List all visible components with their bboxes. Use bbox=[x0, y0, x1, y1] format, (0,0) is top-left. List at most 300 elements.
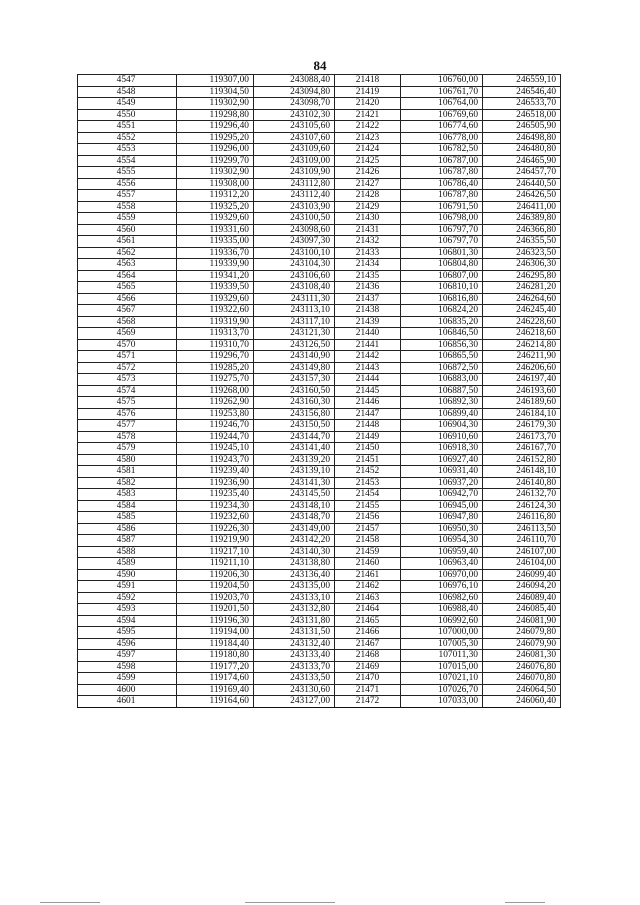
table-cell-x1: 119335,00 bbox=[177, 236, 254, 248]
table-row bbox=[78, 132, 561, 144]
table-row bbox=[78, 443, 561, 455]
table-cell-point: 4574 bbox=[78, 385, 177, 397]
table-cell-point2: 21425 bbox=[335, 155, 401, 167]
table-cell-point: 4567 bbox=[78, 305, 177, 317]
table-cell-x1: 119164,60 bbox=[177, 696, 254, 708]
table-row bbox=[78, 431, 561, 443]
table-cell-x2: 106810,10 bbox=[401, 282, 483, 294]
table-cell-point: 4599 bbox=[78, 673, 177, 685]
table-cell-point: 4565 bbox=[78, 282, 177, 294]
table-cell-y2: 246440,50 bbox=[483, 178, 561, 190]
table-cell-y2: 246193,60 bbox=[483, 385, 561, 397]
table-row bbox=[78, 615, 561, 627]
table-cell-x2: 106959,40 bbox=[401, 546, 483, 558]
table-cell-x1: 119236,90 bbox=[177, 477, 254, 489]
table-cell-x2: 106769,60 bbox=[401, 109, 483, 121]
table-cell-x2: 106887,50 bbox=[401, 385, 483, 397]
table-cell-x2: 106856,30 bbox=[401, 339, 483, 351]
table-cell-x2: 106976,10 bbox=[401, 581, 483, 593]
table-cell-point: 4583 bbox=[78, 489, 177, 501]
table-row bbox=[78, 477, 561, 489]
table-cell-x1: 119302,90 bbox=[177, 98, 254, 110]
table-cell-x2: 106804,80 bbox=[401, 259, 483, 271]
table-cell-point2: 21452 bbox=[335, 466, 401, 478]
table-row bbox=[78, 121, 561, 133]
table-cell-x2: 106992,60 bbox=[401, 615, 483, 627]
table-cell-y1: 243138,80 bbox=[254, 558, 335, 570]
table-cell-x1: 119245,10 bbox=[177, 443, 254, 455]
table-cell-point: 4559 bbox=[78, 213, 177, 225]
table-cell-y2: 246085,40 bbox=[483, 604, 561, 616]
table-cell-y2: 246089,40 bbox=[483, 592, 561, 604]
table-cell-x2: 106954,30 bbox=[401, 535, 483, 547]
table-row bbox=[78, 98, 561, 110]
table-cell-point: 4587 bbox=[78, 535, 177, 547]
table-cell-y1: 243098,60 bbox=[254, 224, 335, 236]
table-cell-x1: 119177,20 bbox=[177, 661, 254, 673]
table-cell-x1: 119226,30 bbox=[177, 523, 254, 535]
table-cell-y2: 246505,90 bbox=[483, 121, 561, 133]
table-cell-point: 4591 bbox=[78, 581, 177, 593]
table-cell-y2: 246197,40 bbox=[483, 374, 561, 386]
table-cell-y2: 246124,30 bbox=[483, 500, 561, 512]
table-cell-y1: 243141,40 bbox=[254, 443, 335, 455]
table-cell-point: 4551 bbox=[78, 121, 177, 133]
table-cell-y1: 243140,30 bbox=[254, 546, 335, 558]
table-cell-point: 4592 bbox=[78, 592, 177, 604]
table-cell-y2: 246060,40 bbox=[483, 696, 561, 708]
table-cell-y2: 246281,20 bbox=[483, 282, 561, 294]
table-cell-x2: 106963,40 bbox=[401, 558, 483, 570]
table-cell-point2: 21441 bbox=[335, 339, 401, 351]
table-cell-y1: 243097,30 bbox=[254, 236, 335, 248]
table-cell-y1: 243100,50 bbox=[254, 213, 335, 225]
table-cell-y1: 243117,10 bbox=[254, 316, 335, 328]
table-cell-x1: 119206,30 bbox=[177, 569, 254, 581]
table-cell-x1: 119194,00 bbox=[177, 627, 254, 639]
table-cell-x2: 106865,50 bbox=[401, 351, 483, 363]
table-cell-y1: 243105,60 bbox=[254, 121, 335, 133]
table-cell-x2: 106824,20 bbox=[401, 305, 483, 317]
table-cell-point2: 21468 bbox=[335, 650, 401, 662]
table-row bbox=[78, 109, 561, 121]
table-cell-x1: 119219,90 bbox=[177, 535, 254, 547]
table-cell-x2: 107011,30 bbox=[401, 650, 483, 662]
table-cell-y1: 243133,40 bbox=[254, 650, 335, 662]
table-cell-x1: 119234,30 bbox=[177, 500, 254, 512]
table-cell-x1: 119184,40 bbox=[177, 638, 254, 650]
table-cell-point2: 21450 bbox=[335, 443, 401, 455]
table-cell-point2: 21426 bbox=[335, 167, 401, 179]
table-cell-y2: 246152,80 bbox=[483, 454, 561, 466]
table-cell-x2: 107000,00 bbox=[401, 627, 483, 639]
table-cell-x2: 106982,60 bbox=[401, 592, 483, 604]
table-cell-point: 4600 bbox=[78, 684, 177, 696]
table-cell-y2: 246214,80 bbox=[483, 339, 561, 351]
table-cell-x2: 106892,30 bbox=[401, 397, 483, 409]
table-cell-point2: 21421 bbox=[335, 109, 401, 121]
page-number: 84 bbox=[313, 58, 327, 73]
table-row bbox=[78, 661, 561, 673]
table-cell-point2: 21423 bbox=[335, 132, 401, 144]
table-cell-point2: 21448 bbox=[335, 420, 401, 432]
table-cell-point2: 21466 bbox=[335, 627, 401, 639]
table-cell-x2: 106774,60 bbox=[401, 121, 483, 133]
table-cell-x1: 119299,70 bbox=[177, 155, 254, 167]
table-cell-point2: 21460 bbox=[335, 558, 401, 570]
table-cell-x1: 119180,80 bbox=[177, 650, 254, 662]
table-cell-x1: 119296,70 bbox=[177, 351, 254, 363]
table-cell-y1: 243109,90 bbox=[254, 167, 335, 179]
table-cell-x2: 106787,00 bbox=[401, 155, 483, 167]
table-row bbox=[78, 167, 561, 179]
table-cell-x1: 119211,10 bbox=[177, 558, 254, 570]
table-cell-point: 4570 bbox=[78, 339, 177, 351]
table-cell-point: 4595 bbox=[78, 627, 177, 639]
table-cell-point2: 21457 bbox=[335, 523, 401, 535]
table-cell-x2: 106950,30 bbox=[401, 523, 483, 535]
table-cell-point: 4561 bbox=[78, 236, 177, 248]
table-cell-point2: 21445 bbox=[335, 385, 401, 397]
table-cell-y1: 243139,20 bbox=[254, 454, 335, 466]
table-cell-point2: 21443 bbox=[335, 362, 401, 374]
table-cell-point2: 21434 bbox=[335, 259, 401, 271]
table-cell-point: 4555 bbox=[78, 167, 177, 179]
table-cell-x2: 106918,30 bbox=[401, 443, 483, 455]
table-cell-y2: 246094,20 bbox=[483, 581, 561, 593]
table-cell-y2: 246140,80 bbox=[483, 477, 561, 489]
table-cell-x2: 106947,80 bbox=[401, 512, 483, 524]
table-cell-point2: 21428 bbox=[335, 190, 401, 202]
table-cell-x1: 119339,90 bbox=[177, 259, 254, 271]
table-row bbox=[78, 316, 561, 328]
table-cell-point: 4557 bbox=[78, 190, 177, 202]
scan-footer-marks bbox=[0, 897, 640, 905]
table-cell-x1: 119246,70 bbox=[177, 420, 254, 432]
table-cell-y1: 243121,30 bbox=[254, 328, 335, 340]
table-cell-point2: 21418 bbox=[335, 75, 401, 87]
table-cell-y1: 243141,30 bbox=[254, 477, 335, 489]
table-cell-point: 4558 bbox=[78, 201, 177, 213]
table-cell-point2: 21469 bbox=[335, 661, 401, 673]
table-cell-x1: 119296,40 bbox=[177, 121, 254, 133]
table-cell-point: 4578 bbox=[78, 431, 177, 443]
table-cell-point: 4547 bbox=[78, 75, 177, 87]
table-cell-x2: 106942,70 bbox=[401, 489, 483, 501]
table-row bbox=[78, 397, 561, 409]
table-cell-x1: 119339,50 bbox=[177, 282, 254, 294]
table-cell-point: 4575 bbox=[78, 397, 177, 409]
table-cell-y1: 243132,80 bbox=[254, 604, 335, 616]
table-cell-y2: 246179,30 bbox=[483, 420, 561, 432]
table-cell-y1: 243133,10 bbox=[254, 592, 335, 604]
table-cell-y2: 246559,10 bbox=[483, 75, 561, 87]
table-cell-point: 4577 bbox=[78, 420, 177, 432]
table-cell-y1: 243145,50 bbox=[254, 489, 335, 501]
table-row bbox=[78, 604, 561, 616]
table-cell-y2: 246189,60 bbox=[483, 397, 561, 409]
table-cell-point2: 21431 bbox=[335, 224, 401, 236]
table-row bbox=[78, 155, 561, 167]
table-cell-point2: 21430 bbox=[335, 213, 401, 225]
table-cell-point2: 21471 bbox=[335, 684, 401, 696]
table-cell-y2: 246079,90 bbox=[483, 638, 561, 650]
table-cell-y2: 246184,10 bbox=[483, 408, 561, 420]
table-row bbox=[78, 86, 561, 98]
table-cell-y1: 243144,70 bbox=[254, 431, 335, 443]
table-cell-point: 4573 bbox=[78, 374, 177, 386]
table-cell-point: 4582 bbox=[78, 477, 177, 489]
table-row bbox=[78, 213, 561, 225]
table-cell-x1: 119204,50 bbox=[177, 581, 254, 593]
table-cell-point2: 21438 bbox=[335, 305, 401, 317]
table-cell-point2: 21440 bbox=[335, 328, 401, 340]
coordinates-table bbox=[77, 74, 561, 708]
table-cell-x1: 119201,50 bbox=[177, 604, 254, 616]
table-cell-x1: 119217,10 bbox=[177, 546, 254, 558]
table-cell-x2: 107021,10 bbox=[401, 673, 483, 685]
table-cell-point: 4584 bbox=[78, 500, 177, 512]
table-cell-y1: 243103,90 bbox=[254, 201, 335, 213]
table-cell-x1: 119243,70 bbox=[177, 454, 254, 466]
table-cell-point2: 21433 bbox=[335, 247, 401, 259]
table-cell-y2: 246546,40 bbox=[483, 86, 561, 98]
table-cell-point: 4588 bbox=[78, 546, 177, 558]
table-cell-x2: 107015,00 bbox=[401, 661, 483, 673]
table-cell-y1: 243107,60 bbox=[254, 132, 335, 144]
table-row bbox=[78, 696, 561, 708]
table-row bbox=[78, 512, 561, 524]
table-row bbox=[78, 466, 561, 478]
table-row bbox=[78, 454, 561, 466]
table-cell-x1: 119203,70 bbox=[177, 592, 254, 604]
table-cell-y2: 246245,40 bbox=[483, 305, 561, 317]
table-cell-y1: 243150,50 bbox=[254, 420, 335, 432]
table-cell-y1: 243094,80 bbox=[254, 86, 335, 98]
table-cell-x1: 119239,40 bbox=[177, 466, 254, 478]
table-cell-y2: 246518,00 bbox=[483, 109, 561, 121]
table-cell-x2: 106797,70 bbox=[401, 236, 483, 248]
table-cell-point: 4579 bbox=[78, 443, 177, 455]
table-cell-x2: 106764,00 bbox=[401, 98, 483, 110]
table-cell-y1: 243136,40 bbox=[254, 569, 335, 581]
table-cell-y1: 243133,70 bbox=[254, 661, 335, 673]
table-cell-x1: 119253,80 bbox=[177, 408, 254, 420]
table-row bbox=[78, 236, 561, 248]
table-cell-y1: 243127,00 bbox=[254, 696, 335, 708]
table-row bbox=[78, 362, 561, 374]
table-cell-point2: 21444 bbox=[335, 374, 401, 386]
table-cell-point: 4580 bbox=[78, 454, 177, 466]
table-cell-point: 4572 bbox=[78, 362, 177, 374]
table-cell-y2: 246211,90 bbox=[483, 351, 561, 363]
table-cell-y2: 246457,70 bbox=[483, 167, 561, 179]
table-cell-point2: 21462 bbox=[335, 581, 401, 593]
table-row bbox=[78, 684, 561, 696]
table-cell-y2: 246113,50 bbox=[483, 523, 561, 535]
table-cell-point: 4566 bbox=[78, 293, 177, 305]
table-cell-point2: 21447 bbox=[335, 408, 401, 420]
table-cell-x1: 119310,70 bbox=[177, 339, 254, 351]
table-row bbox=[78, 201, 561, 213]
table-cell-x1: 119322,60 bbox=[177, 305, 254, 317]
table-cell-point2: 21419 bbox=[335, 86, 401, 98]
table-cell-x2: 107005,30 bbox=[401, 638, 483, 650]
table-row bbox=[78, 592, 561, 604]
table-cell-y1: 243113,10 bbox=[254, 305, 335, 317]
table-cell-y1: 243126,50 bbox=[254, 339, 335, 351]
table-cell-x1: 119285,20 bbox=[177, 362, 254, 374]
table-cell-point2: 21451 bbox=[335, 454, 401, 466]
table-cell-x1: 119174,60 bbox=[177, 673, 254, 685]
table-cell-x2: 106904,30 bbox=[401, 420, 483, 432]
table-cell-y2: 246295,80 bbox=[483, 270, 561, 282]
table-row bbox=[78, 224, 561, 236]
table-cell-x2: 107026,70 bbox=[401, 684, 483, 696]
table-cell-y2: 246228,60 bbox=[483, 316, 561, 328]
table-row bbox=[78, 293, 561, 305]
table-cell-y1: 243109,60 bbox=[254, 144, 335, 156]
table-cell-point: 4585 bbox=[78, 512, 177, 524]
table-cell-x1: 119169,40 bbox=[177, 684, 254, 696]
table-row bbox=[78, 569, 561, 581]
table-cell-x1: 119295,20 bbox=[177, 132, 254, 144]
table-cell-point: 4548 bbox=[78, 86, 177, 98]
table-cell-point2: 21459 bbox=[335, 546, 401, 558]
table-cell-y2: 246104,00 bbox=[483, 558, 561, 570]
table-cell-y2: 246206,60 bbox=[483, 362, 561, 374]
table-cell-x1: 119313,70 bbox=[177, 328, 254, 340]
table-cell-point2: 21470 bbox=[335, 673, 401, 685]
table-row bbox=[78, 581, 561, 593]
table-cell-x1: 119304,50 bbox=[177, 86, 254, 98]
table-row bbox=[78, 75, 561, 87]
table-cell-point2: 21463 bbox=[335, 592, 401, 604]
table-cell-x2: 106791,50 bbox=[401, 201, 483, 213]
table-cell-x1: 119268,00 bbox=[177, 385, 254, 397]
table-cell-y1: 243109,00 bbox=[254, 155, 335, 167]
table-cell-x2: 107033,00 bbox=[401, 696, 483, 708]
table-cell-point: 4552 bbox=[78, 132, 177, 144]
table-cell-y2: 246355,50 bbox=[483, 236, 561, 248]
table-cell-y2: 246306,30 bbox=[483, 259, 561, 271]
table-cell-point2: 21458 bbox=[335, 535, 401, 547]
table-cell-y1: 243131,80 bbox=[254, 615, 335, 627]
table-cell-point: 4576 bbox=[78, 408, 177, 420]
table-cell-y2: 246426,50 bbox=[483, 190, 561, 202]
table-cell-x1: 119275,70 bbox=[177, 374, 254, 386]
table-row bbox=[78, 339, 561, 351]
table-cell-x2: 106807,00 bbox=[401, 270, 483, 282]
table-row bbox=[78, 144, 561, 156]
table-cell-point2: 21464 bbox=[335, 604, 401, 616]
table-cell-y1: 243130,60 bbox=[254, 684, 335, 696]
table-cell-y1: 243157,30 bbox=[254, 374, 335, 386]
table-cell-point: 4560 bbox=[78, 224, 177, 236]
table-cell-y2: 246110,70 bbox=[483, 535, 561, 547]
table-cell-y2: 246498,80 bbox=[483, 132, 561, 144]
table-cell-y1: 243139,10 bbox=[254, 466, 335, 478]
table-row bbox=[78, 420, 561, 432]
table-cell-y2: 246264,60 bbox=[483, 293, 561, 305]
table-row bbox=[78, 673, 561, 685]
table-cell-point2: 21456 bbox=[335, 512, 401, 524]
table-cell-x2: 106798,00 bbox=[401, 213, 483, 225]
table-cell-point: 4598 bbox=[78, 661, 177, 673]
table-cell-y1: 243149,00 bbox=[254, 523, 335, 535]
table-cell-y2: 246366,80 bbox=[483, 224, 561, 236]
table-cell-y2: 246076,80 bbox=[483, 661, 561, 673]
table-cell-y2: 246323,50 bbox=[483, 247, 561, 259]
table-row bbox=[78, 247, 561, 259]
table-cell-point: 4553 bbox=[78, 144, 177, 156]
table-cell-point: 4586 bbox=[78, 523, 177, 535]
table-cell-y2: 246081,30 bbox=[483, 650, 561, 662]
table-cell-point: 4549 bbox=[78, 98, 177, 110]
table-row bbox=[78, 535, 561, 547]
table-cell-y1: 243100,10 bbox=[254, 247, 335, 259]
table-cell-y2: 246218,60 bbox=[483, 328, 561, 340]
table-cell-x1: 119196,30 bbox=[177, 615, 254, 627]
table-cell-point: 4594 bbox=[78, 615, 177, 627]
table-cell-x2: 106899,40 bbox=[401, 408, 483, 420]
table-cell-point2: 21472 bbox=[335, 696, 401, 708]
table-cell-x2: 106786,40 bbox=[401, 178, 483, 190]
table-cell-x1: 119329,60 bbox=[177, 293, 254, 305]
table-cell-point: 4569 bbox=[78, 328, 177, 340]
table-cell-y1: 243112,40 bbox=[254, 190, 335, 202]
table-cell-y2: 246389,80 bbox=[483, 213, 561, 225]
table-cell-y2: 246081,90 bbox=[483, 615, 561, 627]
table-cell-point2: 21427 bbox=[335, 178, 401, 190]
table-cell-y1: 243156,80 bbox=[254, 408, 335, 420]
table-cell-x2: 106937,20 bbox=[401, 477, 483, 489]
table-row bbox=[78, 558, 561, 570]
table-cell-x2: 106945,00 bbox=[401, 500, 483, 512]
table-cell-y2: 246070,80 bbox=[483, 673, 561, 685]
table-cell-point2: 21453 bbox=[335, 477, 401, 489]
table-cell-y1: 243140,90 bbox=[254, 351, 335, 363]
table-cell-point2: 21442 bbox=[335, 351, 401, 363]
table-cell-point: 4581 bbox=[78, 466, 177, 478]
table-row bbox=[78, 328, 561, 340]
table-cell-x1: 119336,70 bbox=[177, 247, 254, 259]
table-cell-point: 4564 bbox=[78, 270, 177, 282]
table-row bbox=[78, 627, 561, 639]
table-cell-x2: 106816,80 bbox=[401, 293, 483, 305]
table-cell-y2: 246411,00 bbox=[483, 201, 561, 213]
table-cell-point: 4556 bbox=[78, 178, 177, 190]
table-cell-y2: 246148,10 bbox=[483, 466, 561, 478]
table-cell-x1: 119235,40 bbox=[177, 489, 254, 501]
table-cell-point2: 21435 bbox=[335, 270, 401, 282]
table-cell-x1: 119296,00 bbox=[177, 144, 254, 156]
table-cell-point: 4571 bbox=[78, 351, 177, 363]
table-cell-x2: 106835,20 bbox=[401, 316, 483, 328]
table-cell-x1: 119341,20 bbox=[177, 270, 254, 282]
table-row bbox=[78, 259, 561, 271]
table-cell-point: 4563 bbox=[78, 259, 177, 271]
table-cell-y2: 246107,00 bbox=[483, 546, 561, 558]
table-cell-point2: 21465 bbox=[335, 615, 401, 627]
table-cell-x1: 119262,90 bbox=[177, 397, 254, 409]
table-cell-y2: 246079,80 bbox=[483, 627, 561, 639]
table-cell-y2: 246480,80 bbox=[483, 144, 561, 156]
table-cell-x1: 119308,00 bbox=[177, 178, 254, 190]
table-cell-x2: 106778,00 bbox=[401, 132, 483, 144]
table-row bbox=[78, 178, 561, 190]
table-cell-x1: 119307,00 bbox=[177, 75, 254, 87]
